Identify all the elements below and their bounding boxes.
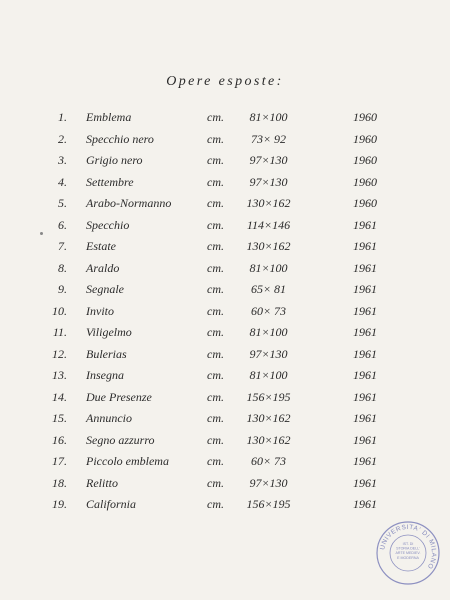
dimension-unit: cm. [207, 411, 224, 425]
page-heading: Opere esposte: [166, 74, 284, 89]
dimension-unit: cm. [207, 260, 224, 275]
work-year: 1961 [353, 346, 377, 361]
work-title: Emblema [86, 110, 132, 124]
work-dimensions: 130×162 [246, 411, 291, 425]
dimension-unit: cm. [207, 217, 224, 232]
work-number: 5. [58, 196, 67, 210]
work-number: 6. [58, 217, 67, 232]
work-number: 15. [52, 411, 67, 425]
work-number: 11. [52, 325, 67, 339]
work-dimensions: 156×195 [246, 497, 291, 511]
dimension-unit: cm. [207, 325, 224, 339]
dimension-unit: cm. [207, 282, 224, 296]
stamp-center-line: STORIA DELL' [396, 546, 420, 551]
dimension-unit: cm. [207, 389, 224, 404]
work-number: 16. [52, 432, 67, 447]
work-year: 1961 [353, 475, 377, 490]
work-year: 1961 [353, 432, 377, 447]
work-row [0, 239, 450, 261]
work-row [0, 282, 450, 304]
dimension-unit: cm. [207, 303, 224, 318]
work-row [0, 132, 450, 154]
work-dimensions: 65× 81 [250, 282, 287, 296]
work-title: Settembre [86, 174, 134, 189]
work-year: 1961 [353, 303, 377, 318]
stamp-center-line: ARTE MEDIEV. [395, 551, 421, 556]
work-row [0, 497, 450, 519]
work-title: Due Presenze [86, 389, 152, 404]
work-row [0, 411, 450, 433]
dimension-unit: cm. [207, 432, 224, 447]
work-dimensions: 97×130 [249, 174, 288, 189]
work-row [0, 454, 450, 476]
work-number: 8. [58, 260, 67, 275]
work-row [0, 175, 450, 197]
work-dimensions: 114×146 [246, 217, 291, 232]
work-row [0, 153, 450, 175]
work-row [0, 304, 450, 326]
work-title: Invito [86, 303, 114, 318]
university-stamp [375, 520, 441, 586]
dimension-unit: cm. [207, 368, 224, 382]
dimension-unit: cm. [207, 497, 224, 511]
work-year: 1960 [353, 110, 377, 124]
work-dimensions: 81×100 [249, 368, 288, 382]
work-number: 1. [58, 110, 67, 124]
work-dimensions: 130×162 [246, 239, 291, 253]
work-title: Piccolo emblema [86, 454, 169, 468]
dimension-unit: cm. [207, 131, 224, 146]
work-row [0, 347, 450, 369]
work-dimensions: 60× 73 [250, 454, 287, 468]
stamp-center-text [396, 542, 421, 560]
work-row [0, 196, 450, 218]
work-number: 14. [52, 389, 67, 404]
stamp-ring-text: UNIVERSITA' DI MILANO [379, 523, 438, 571]
work-number: 3. [58, 153, 67, 167]
work-dimensions: 81×100 [249, 260, 288, 275]
work-dimensions: 156×195 [246, 389, 291, 404]
work-dimensions: 60× 73 [250, 303, 287, 318]
work-year: 1960 [353, 174, 377, 189]
work-year: 1961 [353, 239, 377, 253]
work-number: 7. [58, 239, 67, 253]
work-year: 1961 [353, 260, 377, 275]
work-row [0, 476, 450, 498]
paper-speck [40, 232, 43, 235]
work-dimensions: 130×162 [246, 432, 291, 447]
work-row [0, 218, 450, 240]
work-number: 2. [58, 131, 67, 146]
work-dimensions: 97×130 [249, 475, 288, 490]
dimension-unit: cm. [207, 174, 224, 189]
dimension-unit: cm. [207, 196, 224, 210]
work-number: 13. [52, 368, 67, 382]
work-year: 1961 [353, 217, 377, 232]
work-row [0, 110, 450, 132]
stamp-center-line: IST. DI [402, 542, 414, 546]
work-title: Specchio nero [86, 131, 154, 146]
work-title: California [86, 497, 137, 511]
work-dimensions: 81×100 [249, 325, 288, 339]
work-year: 1960 [353, 131, 377, 146]
work-row [0, 325, 450, 347]
work-year: 1961 [353, 411, 377, 425]
work-title: Specchio [86, 217, 130, 232]
work-dimensions: 130×162 [246, 196, 291, 210]
work-year: 1961 [353, 368, 377, 382]
work-year: 1961 [353, 454, 377, 468]
work-year: 1960 [353, 196, 377, 210]
dimension-unit: cm. [207, 153, 224, 167]
work-number: 4. [58, 174, 67, 189]
work-dimensions: 73× 92 [250, 131, 287, 146]
dimension-unit: cm. [207, 454, 224, 468]
work-year: 1960 [353, 153, 377, 167]
work-year: 1961 [353, 389, 377, 404]
work-row [0, 368, 450, 390]
dimension-unit: cm. [207, 110, 224, 124]
work-year: 1961 [353, 325, 377, 339]
stamp-center-line: E MODERNA [397, 555, 419, 560]
dimension-unit: cm. [207, 239, 224, 253]
work-title: Annuncio [86, 411, 132, 425]
work-number: 17. [52, 454, 67, 468]
work-number: 12. [52, 346, 67, 361]
work-row [0, 261, 450, 283]
work-title: Bulerias [86, 346, 127, 361]
work-dimensions: 97×130 [249, 153, 288, 167]
work-year: 1961 [353, 497, 377, 511]
work-title: Araldo [86, 260, 120, 275]
work-title: Relitto [86, 475, 118, 490]
work-row [0, 390, 450, 412]
work-title: Estate [86, 239, 116, 253]
work-number: 19. [52, 497, 67, 511]
work-title: Grigio nero [86, 153, 143, 167]
work-number: 18. [52, 475, 67, 490]
work-title: Insegna [86, 368, 124, 382]
dimension-unit: cm. [207, 346, 224, 361]
work-number: 10. [52, 303, 67, 318]
works-list [0, 110, 450, 519]
work-title: Arabo-Normanno [86, 196, 172, 210]
work-dimensions: 97×130 [249, 346, 288, 361]
dimension-unit: cm. [207, 475, 224, 490]
work-dimensions: 81×100 [249, 110, 288, 124]
work-number: 9. [58, 282, 67, 296]
work-title: Segnale [86, 282, 124, 296]
work-title: Segno azzurro [86, 432, 155, 447]
work-title: Viligelmo [86, 325, 132, 339]
work-row [0, 433, 450, 455]
work-year: 1961 [353, 282, 377, 296]
